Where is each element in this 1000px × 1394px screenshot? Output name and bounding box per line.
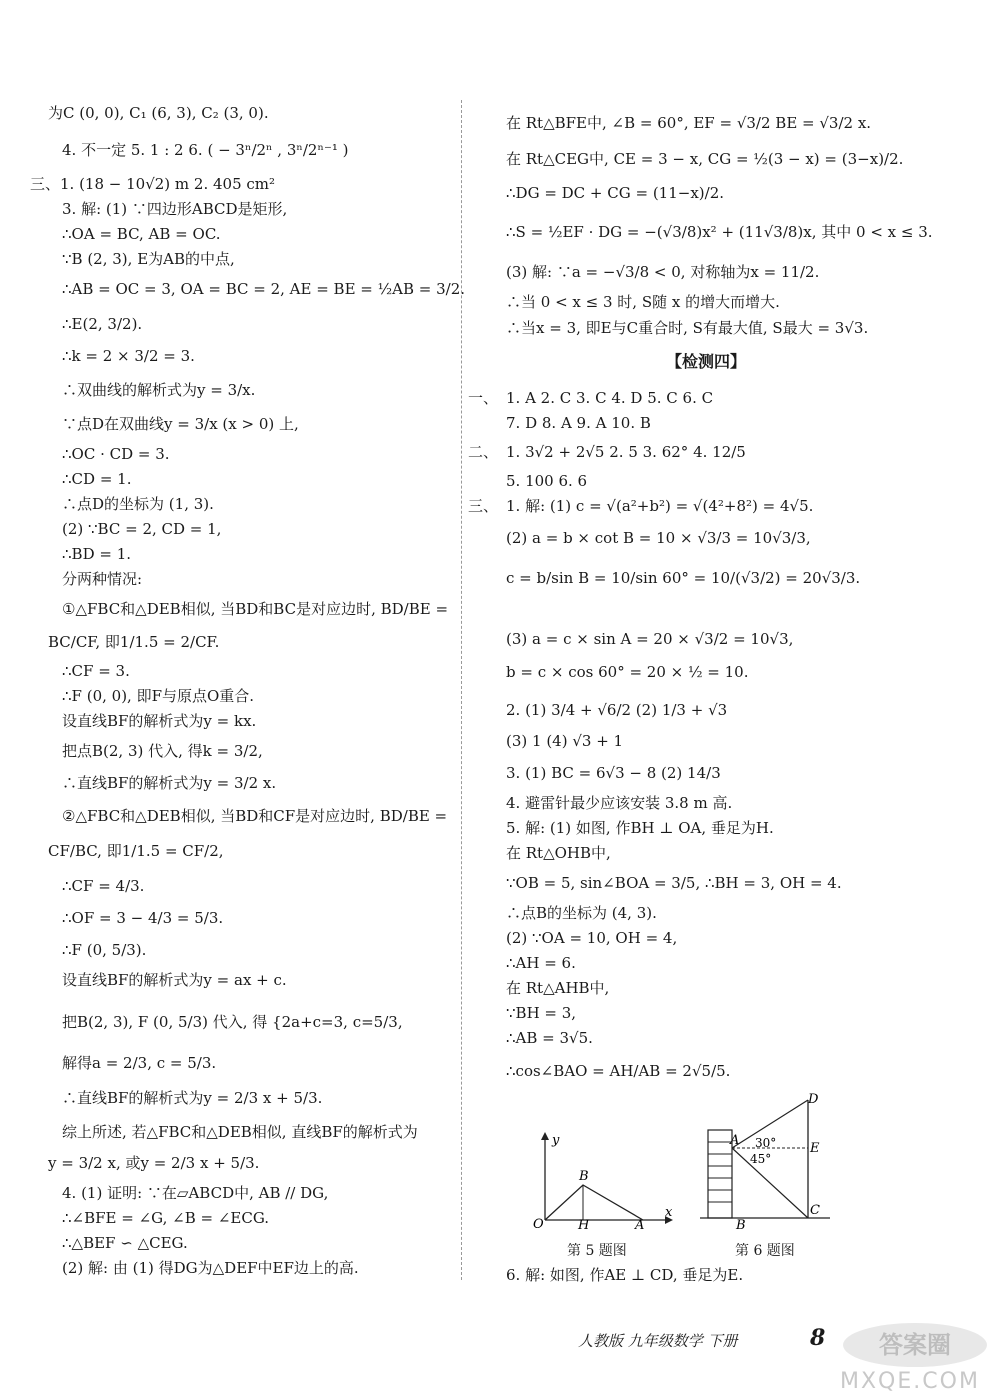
page-number: 8 <box>810 1325 826 1351</box>
left-line: ∴△BEF ∽ △CEG. <box>62 1234 188 1252</box>
fig6-angle-30: 30° <box>755 1136 777 1150</box>
right-line: 在 Rt△BFE中, ∠B = 60°, EF = √3/2 BE = √3/2 x. <box>506 114 872 132</box>
right-line: 1. A 2. C 3. C 4. D 5. C 6. C <box>506 389 714 407</box>
right-line: 1. 解: (1) c = √(a²+b²) = √(4²+8²) = 4√5. <box>506 497 814 515</box>
right-line: b = c × cos 60° = 20 × ½ = 10. <box>506 663 749 681</box>
right-line: c = b/sin B = 10/sin 60° = 10/(√3/2) = 20√3/3. <box>506 569 861 587</box>
left-line: 把点B(2, 3) 代入, 得k = 3/2, <box>62 742 263 760</box>
right-line: ∵OB = 5, sin∠BOA = 3/5, ∴BH = 3, OH = 4. <box>506 874 842 892</box>
left-line: ∴F (0, 0), 即F与原点O重合. <box>62 687 255 705</box>
figure-6-caption: 第 6 题图 <box>735 1243 795 1259</box>
left-line: y = 3/2 x, 或y = 2/3 x + 5/3. <box>48 1154 260 1172</box>
left-line: 设直线BF的解析式为y = kx. <box>62 712 257 730</box>
left-line: ∴OF = 3 − 4/3 = 5/3. <box>62 909 224 927</box>
right-line: (2) ∵OA = 10, OH = 4, <box>506 929 678 947</box>
fig5-label-H: H <box>578 1218 590 1230</box>
left-line: 为C (0, 0), C₁ (6, 3), C₂ (3, 0). <box>48 104 269 122</box>
figure-5-diagram <box>525 1130 675 1230</box>
right-line: 5. 100 6. 6 <box>506 472 588 490</box>
left-line: CF/BC, 即1/1.5 = CF/2, <box>48 842 224 860</box>
left-line: ∴BD = 1. <box>62 545 132 563</box>
section-heading: 【检测四】 <box>665 352 746 371</box>
left-line: ∴点D的坐标为 (1, 3). <box>62 495 214 513</box>
right-line: (3) 1 (4) √3 + 1 <box>506 732 624 750</box>
left-line: ∵B (2, 3), E为AB的中点, <box>62 250 235 268</box>
right-line: 7. D 8. A 9. A 10. B <box>506 414 651 432</box>
figure-5 <box>525 1130 675 1230</box>
left-line: ∴OC · CD = 3. <box>62 445 170 463</box>
right-line: ∴DG = DC + CG = (11−x)/2. <box>506 184 725 202</box>
left-line: BC/CF, 即1/1.5 = 2/CF. <box>48 633 220 651</box>
right-line: ∵BH = 3, <box>506 1004 577 1022</box>
left-line: 把B(2, 3), F (0, 5/3) 代入, 得 {2a+c=3, c=5/3, <box>62 1013 403 1031</box>
right-line: (2) a = b × cot B = 10 × √3/3 = 10√3/3, <box>506 529 811 547</box>
left-line: 4. (1) 证明: ∵在▱ABCD中, AB // DG, <box>62 1184 329 1202</box>
fig6-label-B: B <box>736 1218 746 1230</box>
right-line: ∴当x = 3, 即E与C重合时, S有最大值, S最大 = 3√3. <box>506 319 869 337</box>
fig5-label-A: A <box>635 1218 645 1230</box>
figure-6-diagram <box>700 1090 835 1230</box>
watermark-logo <box>840 1321 990 1369</box>
right-line: ∴AH = 6. <box>506 954 576 972</box>
fig5-label-O: O <box>533 1217 544 1230</box>
left-line: ∴E(2, 3/2). <box>62 315 143 333</box>
right-line: 2. (1) 3/4 + √6/2 (2) 1/3 + √3 <box>506 701 728 719</box>
left-line: ∴AB = OC = 3, OA = BC = 2, AE = BE = ½AB = 3/2. <box>62 280 466 298</box>
left-line: ∴直线BF的解析式为y = 2/3 x + 5/3. <box>62 1089 323 1107</box>
left-line: (2) 解: 由 (1) 得DG为△DEF中EF边上的高. <box>62 1259 359 1277</box>
left-line: ∴双曲线的解析式为y = 3/x. <box>62 381 256 399</box>
figure-6 <box>700 1090 835 1230</box>
watermark-url: MXQE.COM <box>840 1369 980 1394</box>
left-line: ∴k = 2 × 3/2 = 3. <box>62 347 195 365</box>
right-line: ∴cos∠BAO = AH/AB = 2√5/5. <box>506 1062 731 1080</box>
left-line: ∴CF = 4/3. <box>62 877 145 895</box>
left-line: ∵点D在双曲线y = 3/x (x > 0) 上, <box>62 415 299 433</box>
fig5-label-B: B <box>579 1169 589 1184</box>
section-label-er: 二、 <box>468 443 499 461</box>
section-label-san: 三、 <box>468 497 499 515</box>
right-line: 6. 解: 如图, 作AE ⊥ CD, 垂足为E. <box>506 1266 744 1284</box>
left-line: ∴CF = 3. <box>62 662 130 680</box>
figure-5-caption: 第 5 题图 <box>567 1243 627 1259</box>
right-line: (3) a = c × sin A = 20 × √3/2 = 10√3, <box>506 630 794 648</box>
fig6-label-D: D <box>808 1092 819 1107</box>
right-line: ∴AB = 3√5. <box>506 1029 593 1047</box>
right-line: 在 Rt△CEG中, CE = 3 − x, CG = ½(3 − x) = (3−x)/2. <box>506 150 904 168</box>
right-line: 1. 3√2 + 2√5 2. 5 3. 62° 4. 12/5 <box>506 443 746 461</box>
fig6-angle-45: 45° <box>750 1152 772 1166</box>
right-line: ∴点B的坐标为 (4, 3). <box>506 904 657 922</box>
right-line: ∴S = ½EF · DG = −(√3/8)x² + (11√3/8)x, 其中 0 < x ≤ 3. <box>506 223 933 241</box>
left-line: 综上所述, 若△FBC和△DEB相似, 直线BF的解析式为 <box>62 1123 418 1141</box>
left-line: 分两种情况: <box>62 570 143 588</box>
left-line: ∴直线BF的解析式为y = 3/2 x. <box>62 774 277 792</box>
right-line: ∴当 0 < x ≤ 3 时, S随 x 的增大而增大. <box>506 293 780 311</box>
column-divider <box>461 100 462 1280</box>
fig5-label-y: y <box>552 1133 560 1148</box>
fig6-label-A: A <box>730 1133 740 1148</box>
left-line: ∴F (0, 5/3). <box>62 941 147 959</box>
left-line: ①△FBC和△DEB相似, 当BD和BC是对应边时, BD/BE = <box>62 600 449 618</box>
left-line: 4. 不一定 5. 1 : 2 6. ( − 3ⁿ/2ⁿ , 3ⁿ/2ⁿ⁻¹ ) <box>62 141 349 159</box>
left-line: 3. 解: (1) ∵四边形ABCD是矩形, <box>62 200 288 218</box>
fig6-label-E: E <box>810 1141 820 1156</box>
right-line: 4. 避雷针最少应该安装 3.8 m 高. <box>506 794 733 812</box>
fig6-label-C: C <box>810 1203 820 1218</box>
left-line: 三、1. (18 − 10√2) m 2. 405 cm² <box>30 175 276 193</box>
left-line: 解得a = 2/3, c = 5/3. <box>62 1054 217 1072</box>
footer-text: 人教版 九年级数学 下册 <box>578 1332 738 1350</box>
fig5-label-x: x <box>665 1205 673 1220</box>
right-line: 在 Rt△AHB中, <box>506 979 610 997</box>
left-line: (2) ∵BC = 2, CD = 1, <box>62 520 222 538</box>
page-footer <box>0 1325 1000 1393</box>
right-line: (3) 解: ∵a = −√3/8 < 0, 对称轴为x = 11/2. <box>506 263 820 281</box>
left-line: ∴∠BFE = ∠G, ∠B = ∠ECG. <box>62 1209 270 1227</box>
left-line: 设直线BF的解析式为y = ax + c. <box>62 971 287 989</box>
left-line: ∴OA = BC, AB = OC. <box>62 225 221 243</box>
section-label-yi: 一、 <box>468 389 499 407</box>
right-line: 5. 解: (1) 如图, 作BH ⊥ OA, 垂足为H. <box>506 819 774 837</box>
right-line: 在 Rt△OHB中, <box>506 844 611 862</box>
watermark-logo-text: 答案圈 <box>879 1330 951 1359</box>
right-line: 3. (1) BC = 6√3 − 8 (2) 14/3 <box>506 764 721 782</box>
left-line: ②△FBC和△DEB相似, 当BD和CF是对应边时, BD/BE = <box>62 807 448 825</box>
left-line: ∴CD = 1. <box>62 470 132 488</box>
